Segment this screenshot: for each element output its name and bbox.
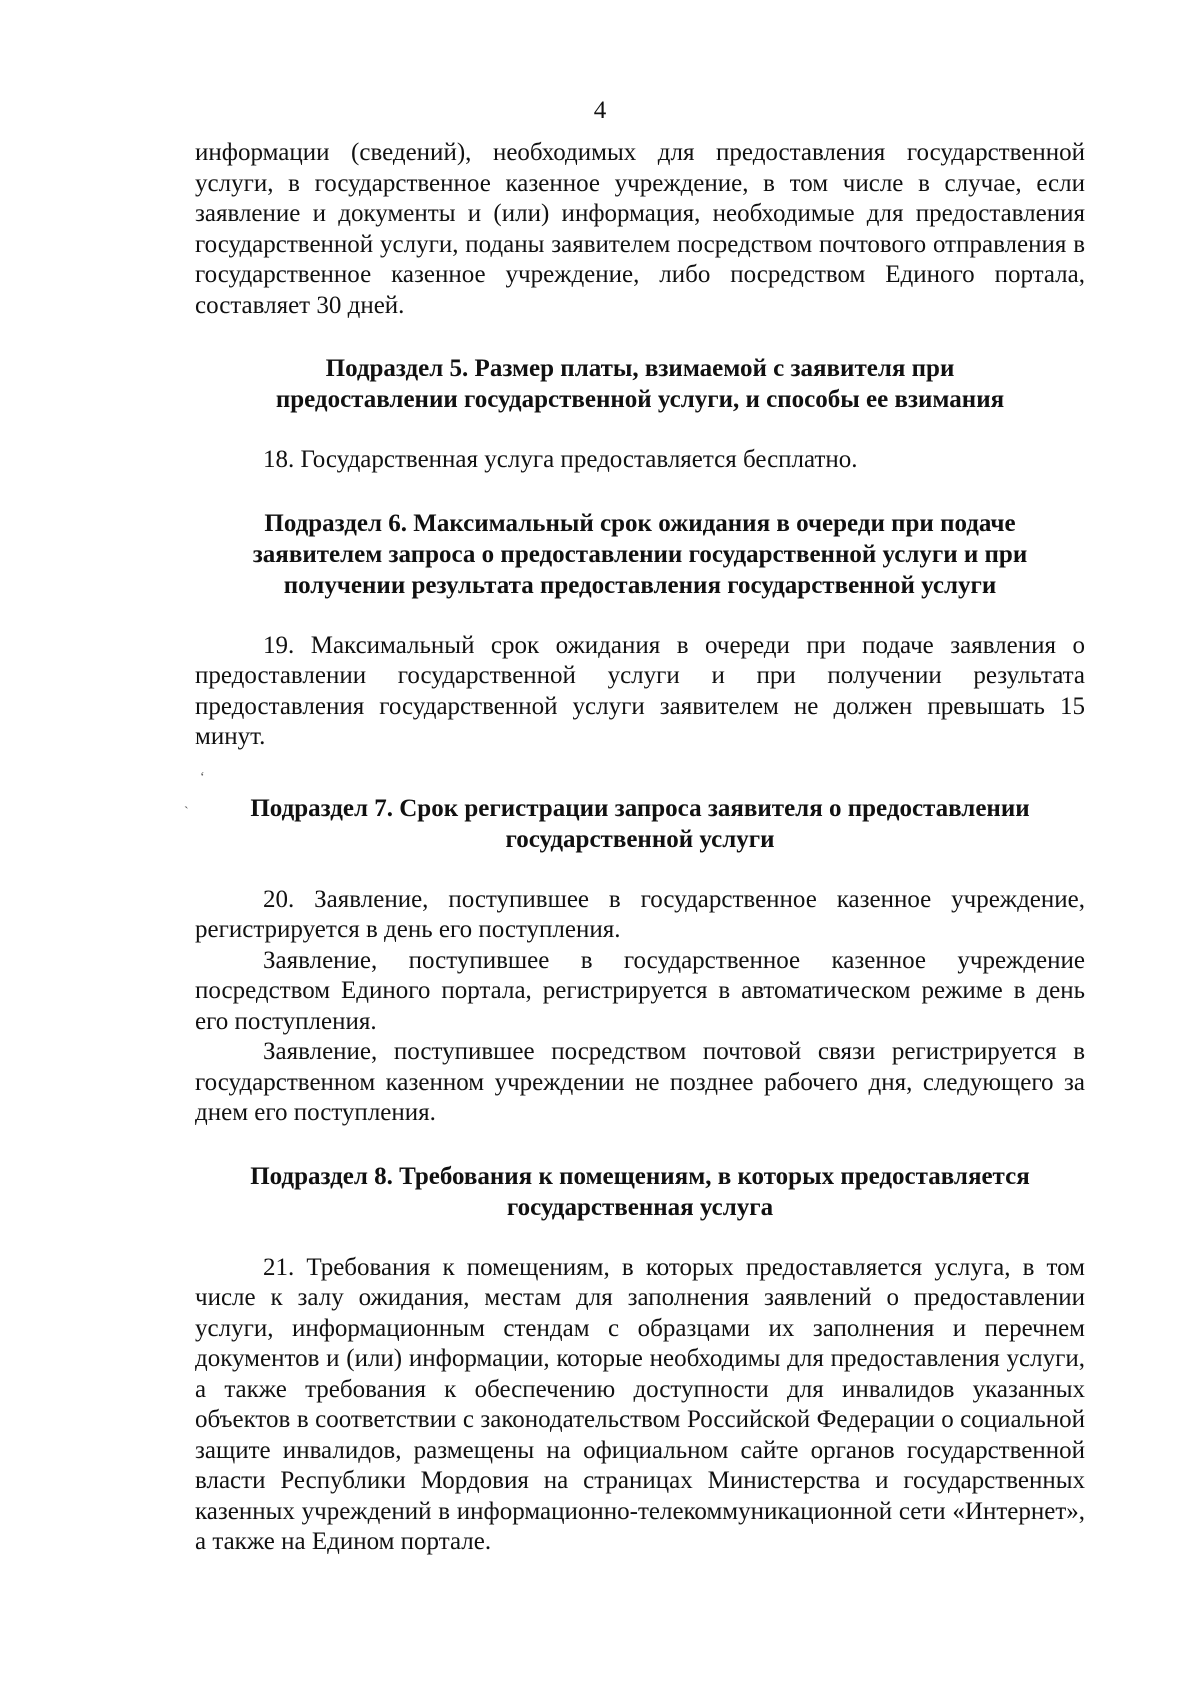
paragraph-20: 20. Заявление, поступившее в государственное казенное учреждение, регистрируется в день его поступления.	[195, 885, 1085, 943]
intro-paragraph: информации (сведений), необходимых для предоставления государственной услуги, в государственное казенное учреждение, в том числе в случае, если заявление и документы и (или) информация, необходимые для предоставления государственной услуги, поданы заявителем посредством почтового отправления в государственное казенное учреждение, либо посредством Единого портала, составляет 30 дней.	[195, 139, 1085, 319]
subsection-5-heading	[195, 353, 1085, 415]
heading-line: получении результата предоставления государственной услуги	[283, 571, 997, 599]
document-body	[195, 138, 1085, 1558]
paragraph-21: 21. Требования к помещениям, в которых предоставляется услуга, в том числе к залу ожидания, местам для заполнения заявлений о предоставлении услуги, информационным стендам с образцами их заполнения и перечнем документов и (или) информации, которые необходимы для предоставления услуги, а также требования к обеспечению доступности для инвалидов указанных объектов в соответствии с законодательством Российской Федерации о социальной защите инвалидов, размещены на официальном сайте органов государственной власти Республики Мордовия на страницах Министерства и государственных казенных учреждений в информационно-телекоммуникационной сети «Интернет», а также на Едином портале.	[195, 1253, 1085, 1555]
heading-line: Подраздел 7. Срок регистрации запроса заявителя о предоставлении	[250, 794, 1030, 822]
heading-line: Подраздел 8. Требования к помещениям, в которых предоставляется	[250, 1162, 1030, 1190]
paragraph-20-part-2: Заявление, поступившее в государственное казенное учреждение посредством Единого портала, регистрируется в автоматическом режиме в день его поступления.	[195, 946, 1085, 1035]
subsection-7-heading	[195, 793, 1085, 855]
paragraph-19: 19. Максимальный срок ожидания в очереди при подаче заявления о предоставлении государственной услуги и при получении результата предоставления государственной услуги заявителем не должен превышать 15 минут.	[195, 631, 1085, 750]
heading-line: Подраздел 6. Максимальный срок ожидания в очереди при подаче	[264, 509, 1016, 537]
heading-line: предоставлении государственной услуги, и способы ее взимания	[275, 386, 1005, 413]
scan-speck: `	[184, 805, 189, 820]
heading-line: государственной услуги	[505, 825, 775, 853]
subsection-6-heading	[195, 508, 1085, 601]
paragraph-20-part-3: Заявление, поступившее посредством почтовой связи регистрируется в государственном казенном учреждении не позднее рабочего дня, следующего за днем его поступления.	[195, 1038, 1085, 1126]
heading-line: Подраздел 5. Размер платы, взимаемой с заявителя при	[325, 355, 955, 382]
page-number: 4	[593, 97, 607, 124]
subsection-8-heading	[195, 1161, 1085, 1223]
heading-line: государственная услуга	[506, 1193, 774, 1221]
heading-line: заявителем запроса о предоставлении государственной услуги и при	[252, 540, 1028, 568]
paragraph-18: 18. Государственная услуга предоставляется бесплатно.	[263, 446, 858, 473]
scan-speck: ‘	[200, 770, 205, 785]
